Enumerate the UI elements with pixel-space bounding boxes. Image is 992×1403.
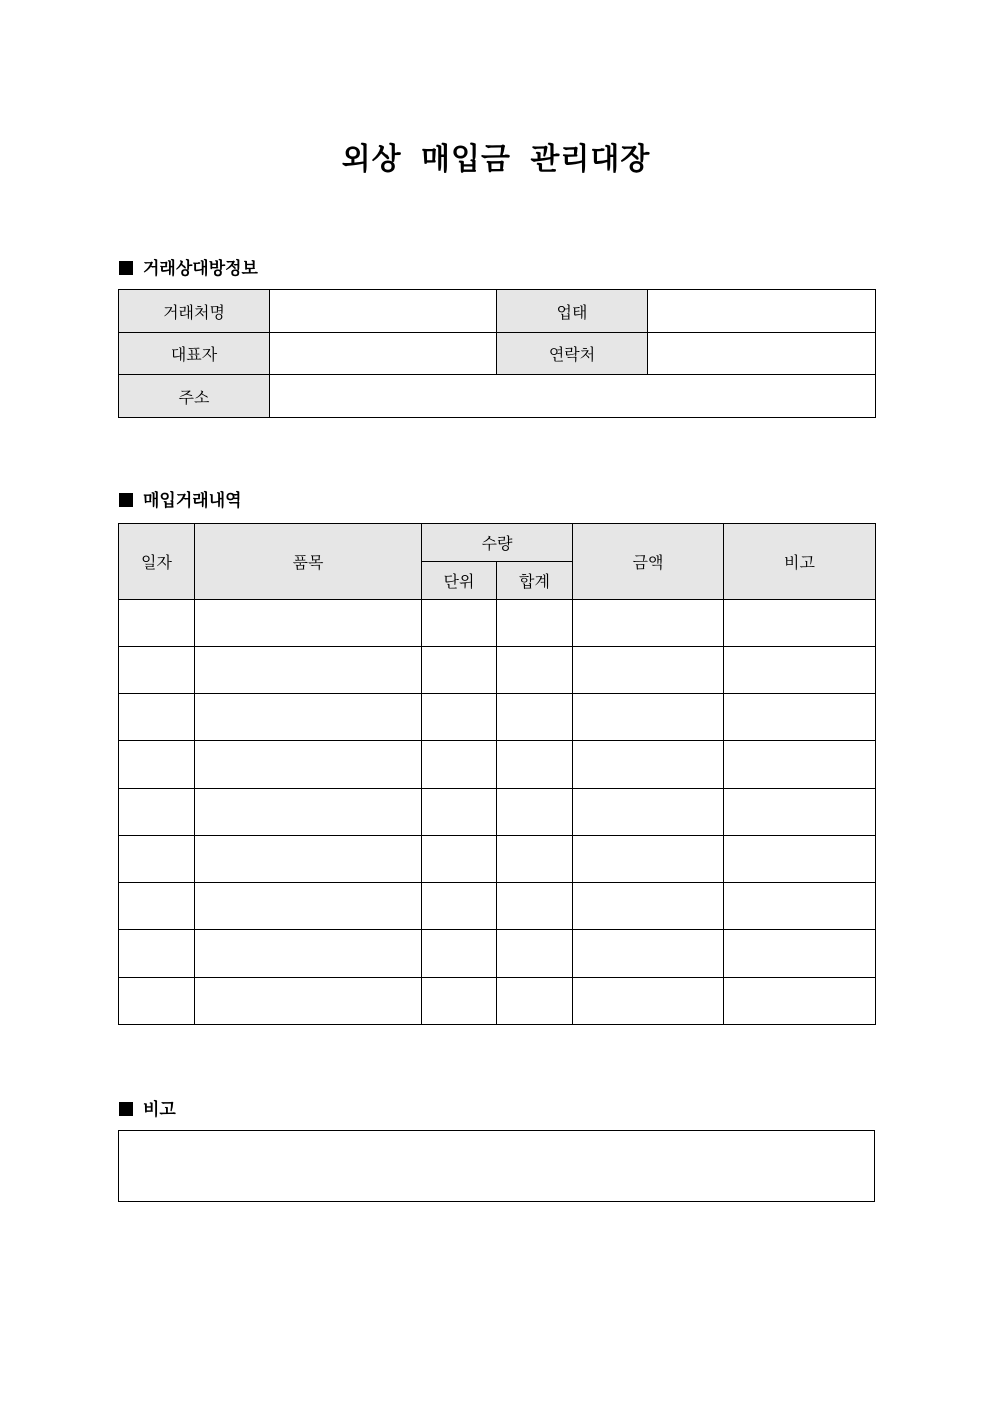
purchases-heading-text: 매입거래내역 [143, 491, 242, 511]
cell-remarks[interactable] [724, 789, 876, 836]
notes-heading-text: 비고 [143, 1100, 176, 1120]
cell-remarks[interactable] [724, 883, 876, 930]
cell-total[interactable] [497, 600, 573, 647]
cell-remarks[interactable] [724, 741, 876, 789]
cell-total[interactable] [497, 978, 573, 1025]
page-title: 외상 매입금 관리대장 [341, 142, 651, 177]
cell-unit[interactable] [422, 694, 497, 741]
cell-amount[interactable] [573, 647, 724, 694]
cell-unit[interactable] [422, 600, 497, 647]
cell-total[interactable] [497, 836, 573, 883]
cell-date[interactable] [119, 600, 195, 647]
cell-unit[interactable] [422, 741, 497, 789]
cell-date[interactable] [119, 647, 195, 694]
notes-box[interactable] [118, 1130, 875, 1202]
label-partner-name: 거래처명 [119, 290, 270, 333]
cell-date[interactable] [119, 694, 195, 741]
cell-remarks[interactable] [724, 836, 876, 883]
cell-item[interactable] [195, 836, 422, 883]
address-field[interactable] [270, 375, 876, 418]
header-quantity: 수량 [422, 524, 573, 562]
table-row [119, 647, 876, 694]
cell-remarks[interactable] [724, 600, 876, 647]
header-remarks: 비고 [724, 524, 876, 600]
label-representative: 대표자 [119, 333, 270, 375]
cell-date[interactable] [119, 978, 195, 1025]
table-row [119, 741, 876, 789]
cell-unit[interactable] [422, 836, 497, 883]
cell-total[interactable] [497, 930, 573, 978]
cell-amount[interactable] [573, 789, 724, 836]
header-total: 합계 [497, 562, 573, 600]
cell-item[interactable] [195, 789, 422, 836]
cell-total[interactable] [497, 694, 573, 741]
purchases-section-heading [119, 486, 242, 511]
partner-info-table [118, 289, 876, 418]
square-bullet-icon [119, 261, 133, 275]
header-unit: 단위 [422, 562, 497, 600]
cell-date[interactable] [119, 789, 195, 836]
cell-amount[interactable] [573, 978, 724, 1025]
cell-unit[interactable] [422, 789, 497, 836]
cell-remarks[interactable] [724, 694, 876, 741]
table-row [119, 930, 876, 978]
label-business-type: 업태 [497, 290, 648, 333]
table-row [119, 789, 876, 836]
cell-total[interactable] [497, 883, 573, 930]
header-date: 일자 [119, 524, 195, 600]
table-row [119, 694, 876, 741]
cell-amount[interactable] [573, 741, 724, 789]
cell-item[interactable] [195, 741, 422, 789]
notes-section-heading [119, 1095, 176, 1120]
table-row [119, 600, 876, 647]
cell-total[interactable] [497, 741, 573, 789]
label-address: 주소 [119, 375, 270, 418]
cell-item[interactable] [195, 883, 422, 930]
cell-amount[interactable] [573, 836, 724, 883]
partner-section-heading [119, 254, 258, 279]
purchases-table [118, 523, 876, 1025]
cell-date[interactable] [119, 741, 195, 789]
cell-remarks[interactable] [724, 978, 876, 1025]
business-type-field[interactable] [648, 290, 876, 333]
cell-date[interactable] [119, 836, 195, 883]
table-row [119, 978, 876, 1025]
cell-item[interactable] [195, 694, 422, 741]
square-bullet-icon [119, 493, 133, 507]
table-row [119, 836, 876, 883]
cell-total[interactable] [497, 789, 573, 836]
cell-amount[interactable] [573, 883, 724, 930]
cell-item[interactable] [195, 930, 422, 978]
cell-date[interactable] [119, 883, 195, 930]
cell-item[interactable] [195, 600, 422, 647]
cell-date[interactable] [119, 930, 195, 978]
cell-unit[interactable] [422, 978, 497, 1025]
contact-field[interactable] [648, 333, 876, 375]
cell-unit[interactable] [422, 883, 497, 930]
cell-remarks[interactable] [724, 930, 876, 978]
partner-heading-text: 거래상대방정보 [143, 259, 258, 279]
cell-item[interactable] [195, 978, 422, 1025]
header-item: 품목 [195, 524, 422, 600]
cell-amount[interactable] [573, 930, 724, 978]
cell-amount[interactable] [573, 694, 724, 741]
cell-amount[interactable] [573, 600, 724, 647]
cell-remarks[interactable] [724, 647, 876, 694]
partner-name-field[interactable] [270, 290, 497, 333]
cell-unit[interactable] [422, 930, 497, 978]
cell-item[interactable] [195, 647, 422, 694]
cell-total[interactable] [497, 647, 573, 694]
table-row [119, 883, 876, 930]
square-bullet-icon [119, 1102, 133, 1116]
representative-field[interactable] [270, 333, 497, 375]
label-contact: 연락처 [497, 333, 648, 375]
header-amount: 금액 [573, 524, 724, 600]
cell-unit[interactable] [422, 647, 497, 694]
